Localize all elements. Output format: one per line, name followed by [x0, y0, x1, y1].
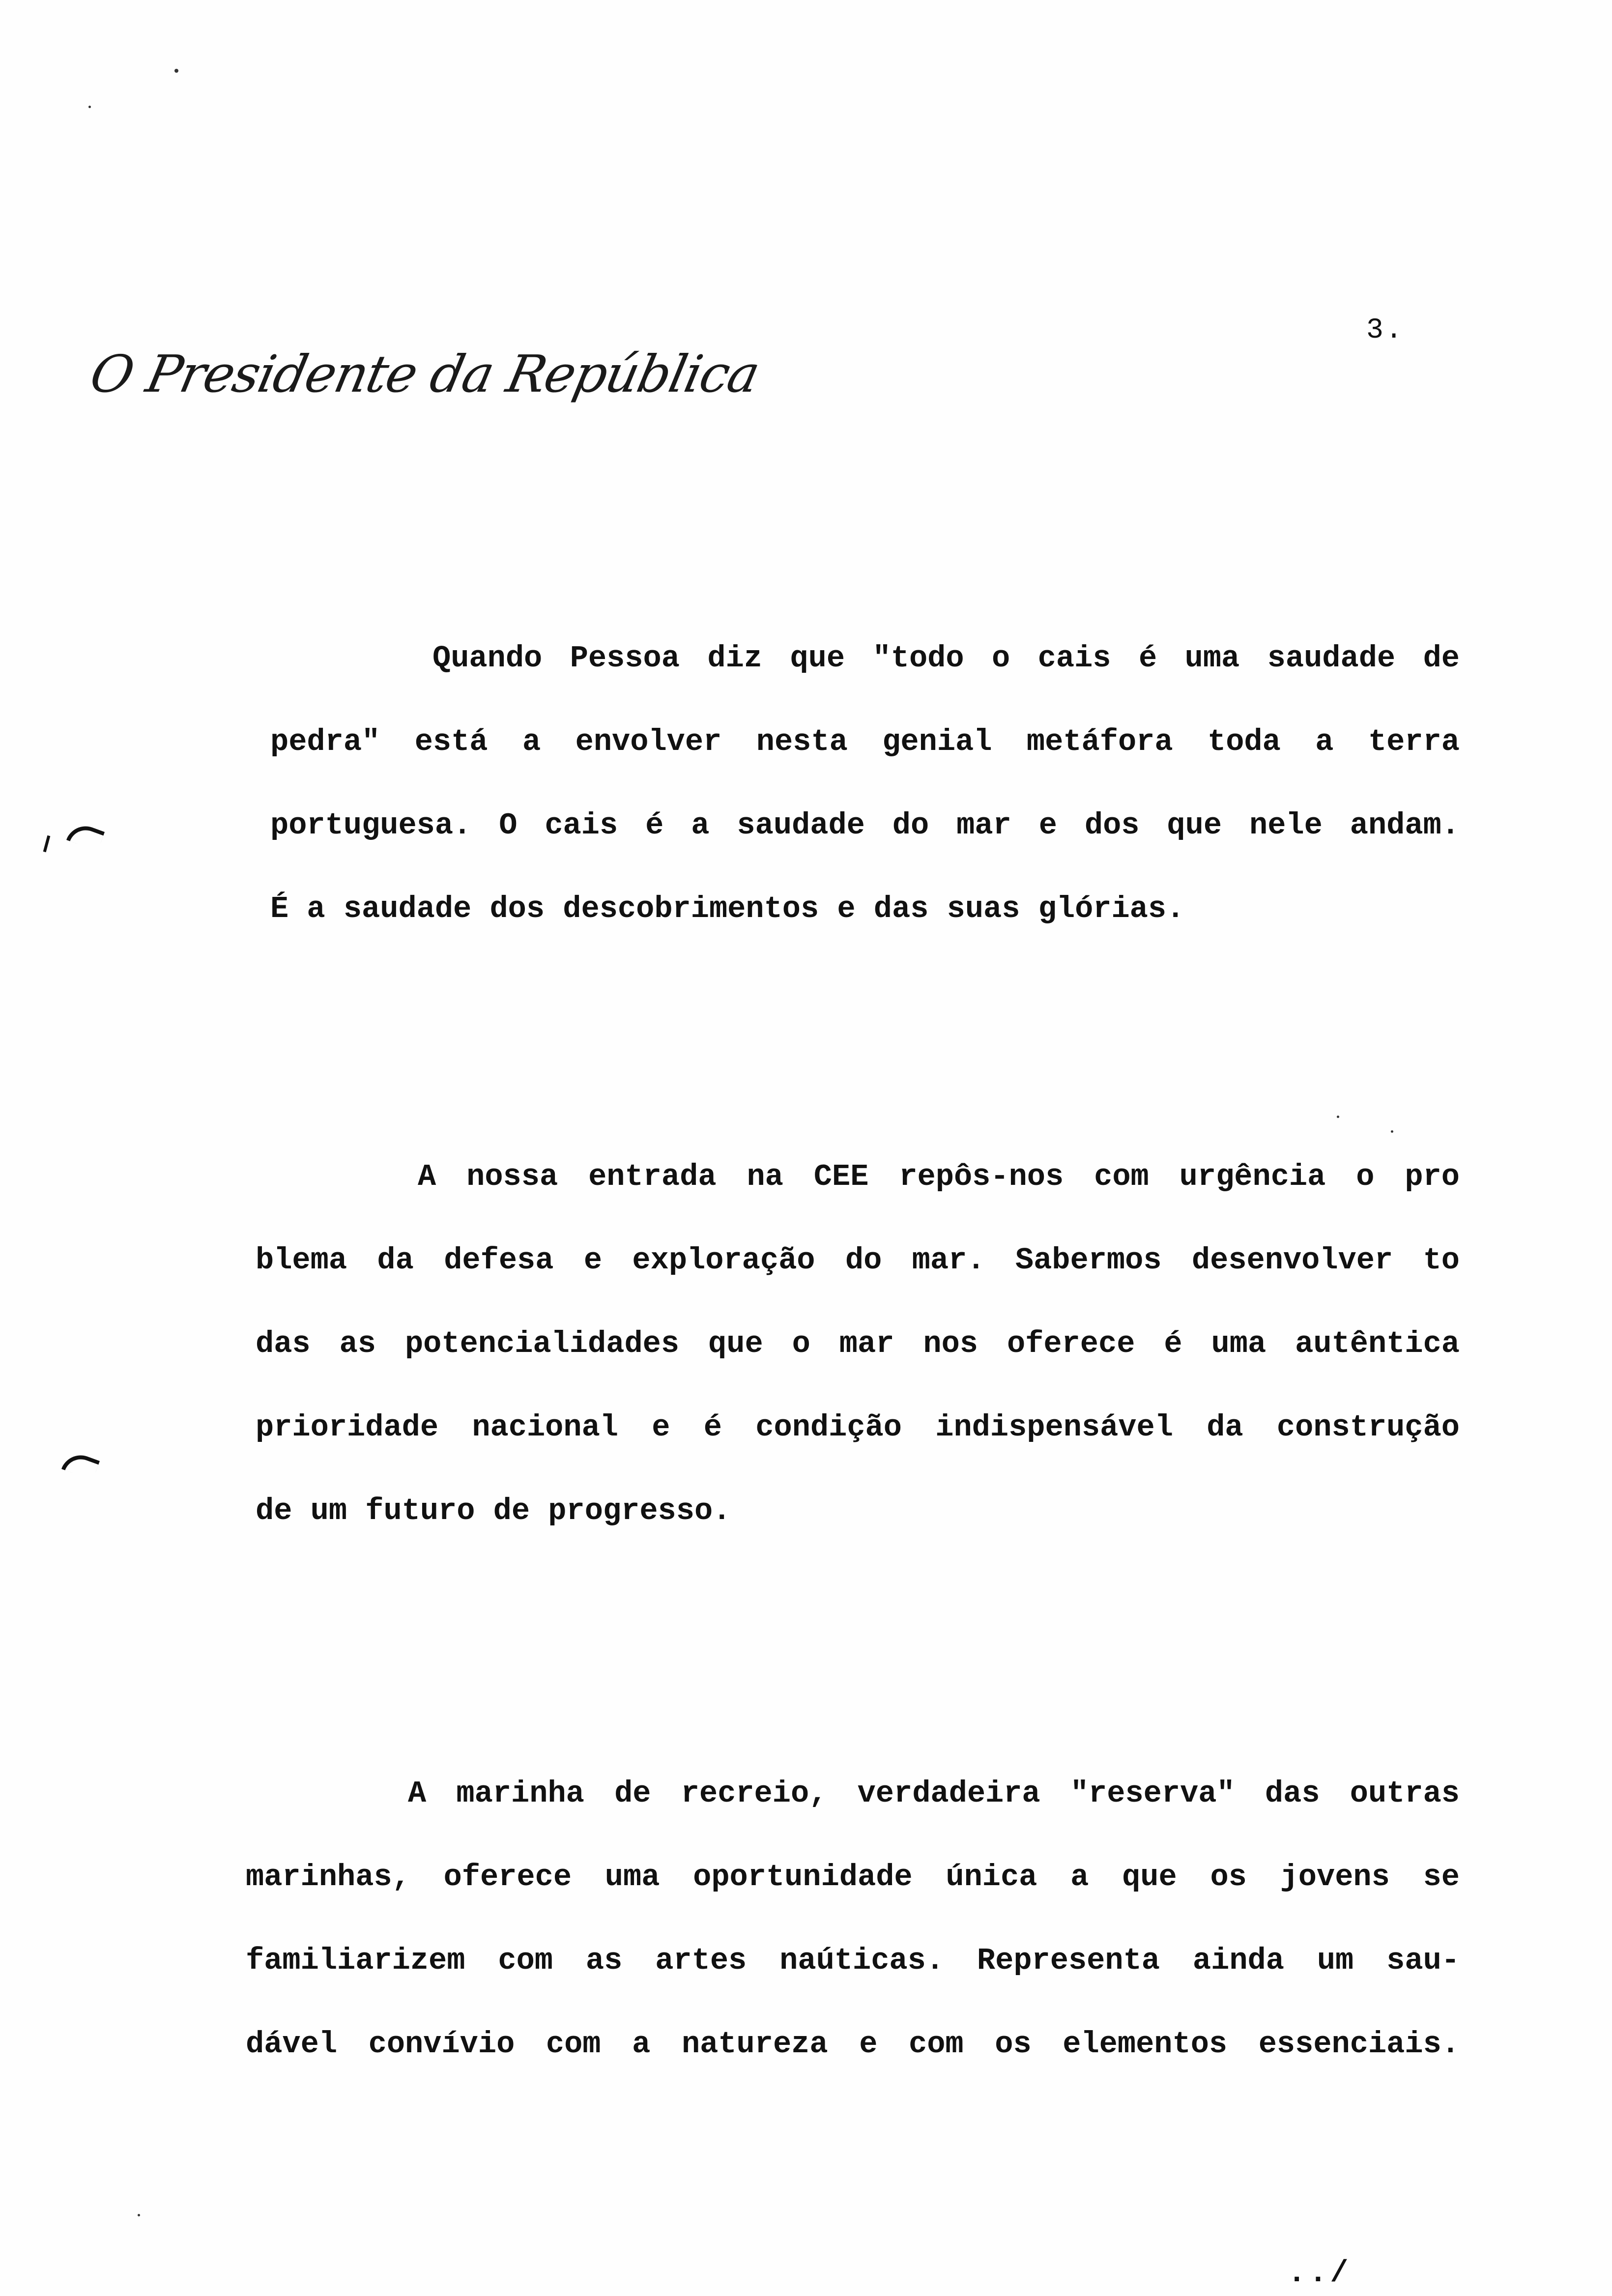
paragraph-1 [270, 617, 1460, 951]
binding-hole-mark-top [66, 821, 105, 852]
binding-hole-mark-bottom [61, 1450, 100, 1481]
scan-speck [88, 106, 91, 108]
paragraph-line: A marinha de recreio, verdadeira "reserva" das outras [408, 1776, 1460, 1811]
scan-speck [1391, 1130, 1393, 1133]
paragraph-line: prioridade nacional e é condição indispensável da construção [256, 1410, 1460, 1445]
paragraph-line: Quando Pessoa diz que "todo o cais é uma saudade de [432, 641, 1460, 676]
paragraph-line: das as potencialidades que o mar nos oferece é uma autêntica [256, 1326, 1460, 1361]
paragraph-line: blema da defesa e exploração do mar. Sabermos desenvolver to [256, 1243, 1460, 1278]
paragraph-line: pedra" está a envolver nesta genial metáfora toda a terra [270, 724, 1460, 759]
scan-speck [138, 2214, 140, 2216]
paragraph-3 [246, 1752, 1460, 2086]
paragraph-line: familiarizem com as artes naúticas. Representa ainda um sau- [246, 1943, 1460, 1978]
paragraph-line: de um futuro de progresso. [256, 1493, 731, 1528]
margin-tick-mark [43, 835, 51, 852]
scan-speck [1337, 1116, 1339, 1118]
paragraph-line: portuguesa. O cais é a saudade do mar e dos que nele andam. [270, 808, 1460, 843]
paragraph-2 [256, 1135, 1460, 1553]
paragraph-line: É a saudade dos descobrimentos e das suas glórias. [270, 891, 1185, 926]
letterhead-title: O Presidente da República [85, 344, 765, 404]
continuation-mark: ../ [1288, 2256, 1352, 2291]
paragraph-line: marinhas, oferece uma oportunidade única a que os jovens se [246, 1860, 1460, 1894]
scan-speck [174, 69, 178, 73]
paragraph-line: A nossa entrada na CEE repôs-nos com urgência o pro [418, 1159, 1460, 1194]
paragraph-line: dável convívio com a natureza e com os elementos essenciais. [246, 2027, 1460, 2062]
page-number: 3. [1366, 315, 1405, 346]
